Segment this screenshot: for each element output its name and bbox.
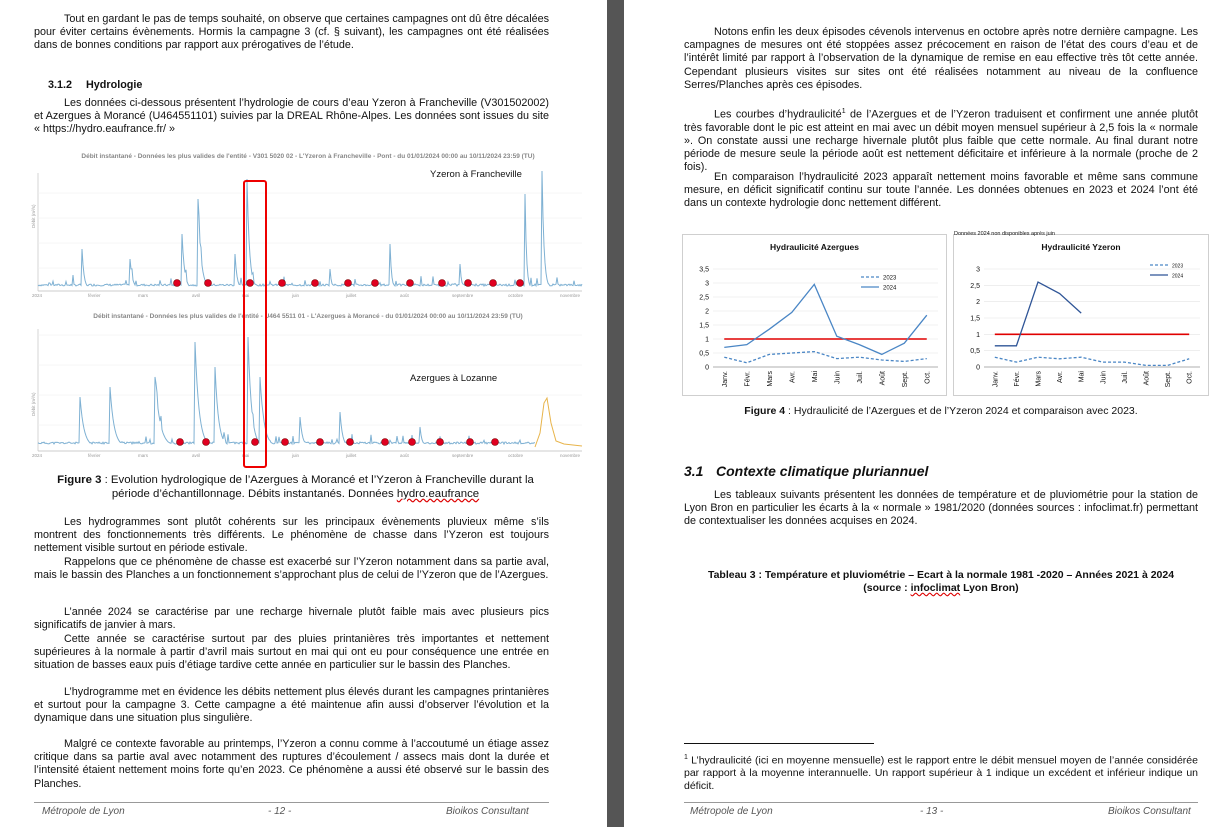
paragraph-6: Malgré ce contexte favorable au printemps, l’Yzeron a connu comme à l’accoutumé un étiage assez critique dans sa partie aval avec notamment des ruptures d’écoulement / assecs mais dont la durée et l’intensité étaient nettement moins forte qu’en 2023. Ce phénomène a aussi été observé sur le bassin des Planches. [34, 738, 549, 790]
sampling-dot [177, 439, 184, 446]
sampling-dot [205, 280, 212, 287]
y-tick-label: 1 [976, 331, 980, 339]
y-tick-label: 0 [976, 364, 980, 372]
sampling-dot [407, 280, 414, 287]
svg-text:août: août [400, 293, 409, 298]
svg-text:2024: 2024 [32, 453, 43, 458]
svg-text:septembre: septembre [452, 293, 474, 298]
svg-text:juin: juin [292, 293, 300, 298]
svg-text:Débit (m³/s): Débit (m³/s) [31, 204, 36, 228]
chart-yzeron [953, 231, 1209, 396]
x-tick-label: Juil. [1121, 371, 1129, 384]
sampling-dot [467, 439, 474, 446]
y-tick-label: 0,5 [970, 348, 980, 356]
chart-azergues [682, 234, 947, 396]
sampling-dot [282, 439, 289, 446]
x-tick-label: Oct. [924, 371, 932, 384]
x-tick-label: Mai [1078, 371, 1086, 383]
x-tick-label: Janv. [992, 371, 1000, 388]
svg-text:septembre: septembre [452, 453, 474, 458]
section-title: Hydrologie [86, 79, 143, 91]
sampling-dot [345, 280, 352, 287]
x-tick-label: Mai [811, 371, 819, 383]
x-tick-label: Juin [1100, 371, 1108, 384]
svg-text:juillet: juillet [346, 293, 357, 298]
page-13 [624, 0, 1229, 827]
footer-page-number: - 13 - [920, 806, 944, 817]
figure-4-caption: Figure 4 : Hydraulicité de l’Azergues et de l’Yzeron 2024 et comparaison avec 2023. [744, 405, 1138, 417]
x-tick-label: Juil. [856, 371, 864, 384]
x-tick-label: Févr. [1013, 371, 1021, 387]
svg-text:2024: 2024 [32, 293, 43, 298]
footer-left: Métropole de Lyon [42, 806, 125, 817]
svg-text:février: février [88, 293, 101, 298]
sampling-dot [174, 280, 181, 287]
x-tick-label: Août [1143, 371, 1151, 386]
paragraph-5: L’hydrogramme met en évidence les débits nettement plus élevés durant les campagnes printanières et surtout pour la campagne 3. Cette campagne a été maintenue afin aussi d’observer l’évolution et la dynamique dans une situation plus singulière. [34, 686, 549, 725]
legend-label: 2024 [883, 285, 897, 292]
section-title-climate: Contexte climatique pluriannuel [716, 463, 929, 479]
x-tick-label: Janv. [721, 371, 729, 388]
hydrograph-yzeron [30, 153, 586, 303]
y-tick-label: 1,5 [970, 315, 980, 323]
footer-right: Bioikos Consultant [446, 806, 529, 817]
sampling-dot [203, 439, 210, 446]
sampling-dot [317, 439, 324, 446]
y-tick-label: 3,5 [699, 266, 709, 274]
svg-text:octobre: octobre [508, 453, 524, 458]
page-12 [0, 0, 607, 827]
hydrograph-yzeron-label: Yzeron à Francheville [430, 169, 522, 180]
footer-right: Bioikos Consultant [1108, 806, 1191, 817]
legend-label: 2024 [1172, 273, 1184, 280]
chart-title: Hydraulicité Yzeron [1041, 242, 1121, 252]
svg-text:juin: juin [292, 453, 300, 458]
series-line-2024 [724, 284, 927, 354]
paragraph-comparison: En comparaison l’hydraulicité 2023 apparaît nettement moins favorable et même sans commune mesure, en déficit significatif continu sur toute l’année. Les données obtenues en 2023 et 2024 l’ont été dans un contexte hydrologie donc nettement différent. [684, 171, 1198, 210]
paragraph-hydraulicity: Les courbes d’hydraulicité$^1$ de l’Azergues et de l’Yzeron traduisent et confirment une année plutôt très favorable dont le pic est atteint en mai avec un débit moyen mensuel supérieur à 2,5 fois la « normale ». On constate aussi une recharge hivernale plutôt plus faible que cette normale. Au final durant notre période de mesure seule la période août est nettement déficitaire et inférieure à la normale (proche de 2 fois). [684, 108, 1198, 174]
sampling-dot [409, 439, 416, 446]
paragraph-2: Rappelons que ce phénomène de chasse est exacerbé sur l’Yzeron notamment dans sa partie aval, mais le bassin des Planches a un fonctionnement s’approchant plus de celui de l’Yzeron que de l’Azergues. [34, 556, 549, 582]
svg-text:octobre: octobre [508, 293, 524, 298]
x-tick-label: Sept. [901, 371, 909, 388]
y-tick-label: 2,5 [699, 294, 709, 302]
sampling-dot [492, 439, 499, 446]
x-tick-label: Oct. [1186, 371, 1194, 384]
y-tick-label: 2 [976, 299, 980, 307]
y-tick-label: 2 [705, 308, 709, 316]
footer-rule [684, 802, 1198, 803]
series-line-2023 [995, 357, 1189, 365]
y-tick-label: 0 [705, 364, 709, 372]
y-tick-label: 3 [705, 280, 709, 288]
chart-title: Hydraulicité Azergues [770, 242, 859, 252]
x-tick-label: Sept. [1165, 371, 1173, 388]
sampling-dot [347, 439, 354, 446]
hydrograph-azergues-label: Azergues à Lozanne [410, 373, 498, 384]
section-number-3-1: 3.1 [684, 463, 704, 479]
y-tick-label: 1,5 [699, 322, 709, 330]
section-number: 3.1.2 [48, 79, 73, 91]
svg-text:avril: avril [192, 293, 201, 298]
svg-text:Débit (m³/s): Débit (m³/s) [31, 392, 36, 416]
chart-annotation: Données 2024 non disponibles après juin [954, 231, 1055, 237]
intro-paragraph: Tout en gardant le pas de temps souhaité, on observe que certaines campagnes ont dû être décalées pour éviter certains évènements. Hormis la campagne 3 (cf. § suivant), les campagnes ont été réalisées dans de bonnes conditions par rapport aux prérogatives de l’étude. [34, 13, 549, 52]
sampling-dot [490, 280, 497, 287]
sampling-dot [517, 280, 524, 287]
sampling-dot [312, 280, 319, 287]
x-tick-label: Mars [766, 371, 774, 387]
hydrograph-azergues [30, 313, 586, 463]
x-tick-label: Avr. [789, 371, 797, 383]
series-line-2024 [995, 282, 1081, 346]
y-tick-label: 3 [976, 266, 980, 274]
svg-text:novembre: novembre [560, 453, 581, 458]
hydrograph-azergues-title: Débit instantané - Données les plus valides de l'entité - U464 5511 01 - L'Azergues à Morancé - du 01/01/2024 00:00 au 10/11/2024 23:59 (TU) [93, 313, 523, 320]
x-tick-label: Févr. [744, 371, 752, 387]
sampling-dot [437, 439, 444, 446]
table-3-title: Tableau 3 : Température et pluviométrie – Ecart à la normale 1981 -2020 – Années 2021 à 2024 (source : infoclimat Lyon Bron) [707, 569, 1175, 594]
paragraph-4: Cette année se caractérise surtout par des pluies printanières très importantes et nettement supérieures à la normale à partir d’avril mais surtout en mai qui ont eu pour conséquence une entrée en situation de basses eaux puis d’étiage tardive cette année en particulier sur le bassin des Planches. [34, 633, 549, 672]
sampling-dot [465, 280, 472, 287]
highlight-box [243, 180, 267, 468]
x-tick-label: Mars [1035, 371, 1043, 387]
footer-page-number: - 12 - [268, 806, 292, 817]
footnote: $^1$ L’hydraulicité (ici en moyenne mensuelle) est le rapport entre le débit mensuel moyen de l’année considérée par rapport à la moyenne interannuelle. Un rapport supérieur à 1 indique un excédent et inférieur indique un déficit. [684, 754, 1198, 793]
x-tick-label: Juin [834, 371, 842, 384]
paragraph-3: L’année 2024 se caractérise par une recharge hivernale plutôt faible mais avec plusieurs pics significatifs de janvier à mars. [34, 606, 549, 632]
x-tick-label: Août [879, 371, 887, 386]
svg-text:avril: avril [192, 453, 201, 458]
svg-text:juillet: juillet [346, 453, 357, 458]
footer-left: Métropole de Lyon [690, 806, 773, 817]
legend-label: 2023 [883, 275, 897, 282]
svg-text:février: février [88, 453, 101, 458]
paragraph-1: Les hydrogrammes sont plutôt cohérents sur les principaux évènements pluvieux même s’ils montrent des fonctionnements très différents. Le phénomène de chasse dans l’Yzeron est toujours nettement visible surtout en période estivale. [34, 516, 549, 555]
svg-text:mars: mars [138, 453, 148, 458]
svg-text:mars: mars [138, 293, 148, 298]
svg-text:août: août [400, 453, 409, 458]
paragraph-episodes: Notons enfin les deux épisodes cévenols intervenus en octobre après notre dernière campagne. Les campagnes de mesures ont été stoppées assez précocement en raison de l’état des cours d’eau et de l’intérêt limité par rapport à l’observation de la dynamique de remise en eau effective très tôt cette année. Cependant plusieurs visites sur sites ont été réalisées notamment au niveau de la confluence Serres/Planches après ces épisodes. [684, 26, 1198, 91]
page-gutter [607, 0, 624, 827]
figure-3-caption: Figure 3 : Evolution hydrologique de l’Azergues à Morancé et l’Yzeron à Francheville durant la période d’échantillonnage. Débits instantanés. Données hydro.eaufrance [57, 474, 534, 500]
legend-label: 2023 [1172, 263, 1184, 270]
hydrograph-yzeron-title: Débit instantané - Données les plus valides de l'entité - V301 5020 02 - L'Yzeron à Francheville - Pont - du 01/01/2024 00:00 au 10/11/2024 23:59 (TU) [81, 153, 535, 160]
hydrology-paragraph: Les données ci-dessous présentent l’hydrologie de cours d’eau Yzeron à Francheville (V301502002) et Azergues à Morancé (U464551101) suivies par la DREAL Rhône-Alpes. Les données sont issues du site « https://hydro.eaufrance.fr/ » [34, 97, 549, 136]
sampling-dot [279, 280, 286, 287]
y-tick-label: 2,5 [970, 282, 980, 290]
y-tick-label: 0,5 [699, 350, 709, 358]
sampling-dot [372, 280, 379, 287]
sampling-dot [439, 280, 446, 287]
sampling-dot [382, 439, 389, 446]
svg-text:mai: mai [242, 453, 250, 458]
svg-text:novembre: novembre [560, 293, 581, 298]
x-tick-label: Avr. [1057, 371, 1065, 383]
footnote-rule [684, 743, 874, 744]
footer-rule [34, 802, 549, 803]
paragraph-climate: Les tableaux suivants présentent les données de température et de pluviométrie pour la station de Lyon Bron en particulier les écarts à la « normale » 1981/2020 (données sources : infoclimat.fr) permettant de contextualiser les données acquises en 2024. [684, 489, 1198, 528]
svg-text:mai: mai [242, 293, 250, 298]
y-tick-label: 1 [705, 336, 709, 344]
